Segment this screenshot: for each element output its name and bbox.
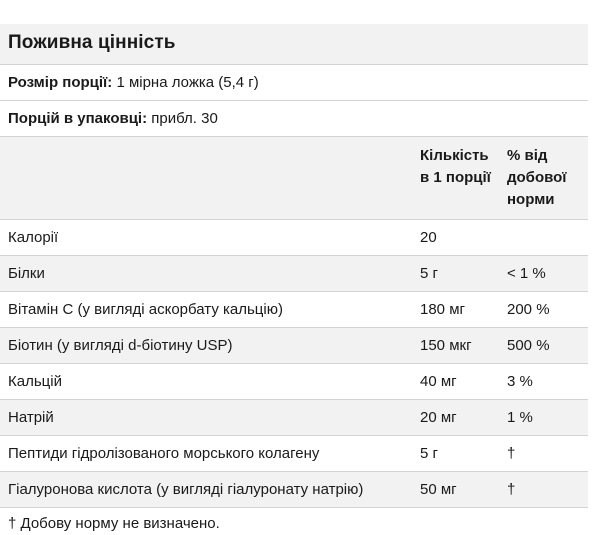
- nutrient-row: [0, 327, 588, 363]
- nutrient-row: [0, 291, 588, 327]
- nutrient-name: Гіалуронова кислота (у вигляді гіалуронату натрію): [8, 481, 364, 498]
- nutrient-row: [0, 219, 588, 255]
- nutrition-facts-panel: [0, 24, 588, 535]
- nutrient-daily-value: 500 %: [507, 337, 550, 354]
- footnote: † Добову норму не визначено.: [8, 515, 220, 532]
- serving-size-label: Розмір порції:: [8, 74, 113, 91]
- nutrient-name: Пептиди гідролізованого морського колагену: [8, 445, 320, 462]
- servings-per-container-value: прибл. 30: [151, 110, 218, 127]
- dv-header-line-1: % від: [507, 147, 548, 164]
- nutrient-daily-value: 1 %: [507, 409, 533, 426]
- nutrient-daily-value: †: [507, 481, 516, 498]
- serving-size: [8, 72, 259, 94]
- nutrient-row: [0, 435, 588, 471]
- dv-header-line-2: добової: [507, 169, 567, 186]
- nutrient-amount: 180 мг: [420, 301, 465, 318]
- amount-header-line-2: в 1 порції: [420, 169, 491, 186]
- nutrient-amount: 5 г: [420, 265, 438, 282]
- nutrient-amount: 5 г: [420, 445, 438, 462]
- nutrient-amount: 150 мкг: [420, 337, 472, 354]
- nutrient-name: Кальцій: [8, 373, 62, 390]
- nutrient-daily-value: †: [507, 445, 516, 462]
- nutrient-daily-value: 200 %: [507, 301, 550, 318]
- nutrient-amount: 20: [420, 229, 437, 246]
- nutrient-amount: 50 мг: [420, 481, 457, 498]
- panel-title: Поживна цінність: [8, 32, 176, 53]
- servings-per-container-label: Порцій в упаковці:: [8, 110, 148, 127]
- daily-value-column-header: [507, 145, 567, 211]
- nutrient-row: [0, 255, 588, 291]
- nutrient-amount: 40 мг: [420, 373, 457, 390]
- servings-per-container: [8, 108, 218, 130]
- nutrient-daily-value: < 1 %: [507, 265, 546, 282]
- nutrient-daily-value: 3 %: [507, 373, 533, 390]
- nutrient-name: Натрій: [8, 409, 54, 426]
- serving-size-value: 1 мірна ложка (5,4 г): [116, 74, 259, 91]
- servings-per-container-row: [0, 100, 588, 136]
- nutrient-row: [0, 363, 588, 399]
- nutrient-amount: 20 мг: [420, 409, 457, 426]
- amount-header-line-1: Кількість: [420, 147, 489, 164]
- nutrient-row: [0, 471, 588, 507]
- nutrient-name: Калорії: [8, 229, 59, 246]
- title-row: [0, 24, 588, 64]
- footnote-row: [0, 507, 588, 535]
- serving-size-row: [0, 64, 588, 100]
- nutrient-row: [0, 399, 588, 435]
- nutrient-name: Вітамін C (у вигляді аскорбату кальцію): [8, 301, 283, 318]
- dv-header-line-3: норми: [507, 191, 555, 208]
- amount-column-header: [420, 145, 491, 189]
- column-header-row: [0, 136, 588, 219]
- nutrient-name: Біотин (у вигляді d-біотину USP): [8, 337, 233, 354]
- nutrient-name: Білки: [8, 265, 45, 282]
